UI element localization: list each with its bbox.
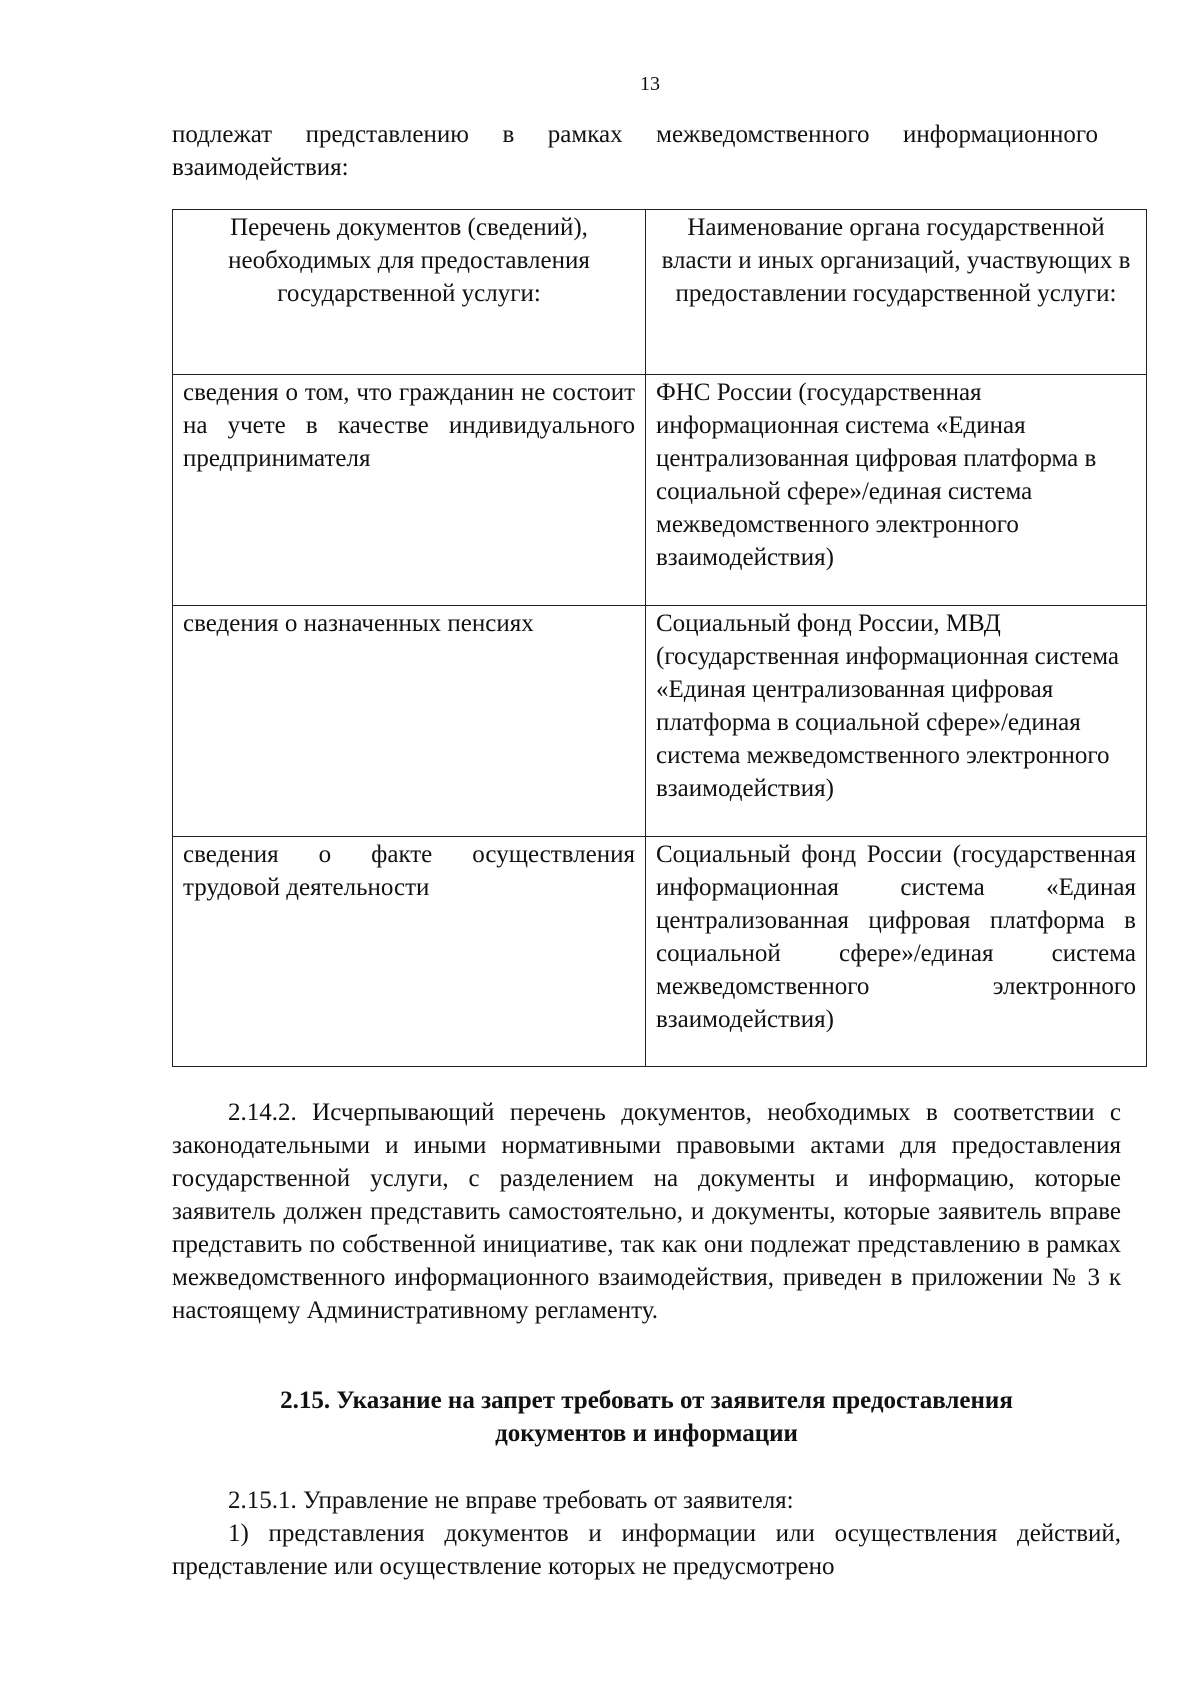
list-item-1-text: 1) представления документов и информации или осуществления действий, представление или осуществление которых не предусмотрено <box>172 1520 1121 1580</box>
table-cell-organization: ФНС России (государственная информационная система «Единая централизованная цифровая платформа в социальной сфере»/единая система межведомственного электронного взаимодействия) <box>646 375 1147 606</box>
table-row <box>173 837 1147 1067</box>
paragraph-2-14-2-text: 2.14.2. Исчерпывающий перечень документов, необходимых в соответствии с законодательными и иными нормативными правовыми актами для предоставления государственной услуги, с разделением на документы и информацию, которые заявитель должен представить самостоятельно, и документы, которые заявитель вправе представить по собственной инициативе, так как они подлежат представлению в рамках межведомственного информационного взаимодействия, приведен в приложении № 3 к настоящему Административному регламенту. <box>172 1099 1121 1324</box>
page-number: 13 <box>640 73 660 95</box>
list-item-1 <box>172 1517 1121 1583</box>
table-row <box>173 606 1147 837</box>
table-row <box>173 375 1147 606</box>
section-heading-line-1: 2.15. Указание на запрет требовать от заявителя предоставления <box>280 1387 1013 1414</box>
table-cell-document: сведения о том, что гражданин не состоит на учете в качестве индивидуального предпринимателя <box>173 375 646 606</box>
table-cell-organization: Социальный фонд России, МВД (государственная информационная система «Единая централизованная цифровая платформа в социальной сфере»/единая система межведомственного электронного взаимодействия) <box>646 606 1147 837</box>
paragraph-2-15-1-text: 2.15.1. Управление не вправе требовать от заявителя: <box>228 1487 794 1514</box>
paragraph-2-15-1 <box>172 1484 1121 1517</box>
table-cell-organization: Социальный фонд России (государственная информационная система «Единая централизованная цифровая платформа в социальной сфере»/единая система межведомственного электронного взаимодействия) <box>646 837 1147 1067</box>
section-heading-2-15 <box>172 1384 1121 1450</box>
table-header-row <box>173 210 1147 375</box>
table-header-documents: Перечень документов (сведений), необходимых для предоставления государственной услуги: <box>173 210 646 375</box>
table-cell-document: сведения о назначенных пенсиях <box>173 606 646 837</box>
paragraph-2-14-2 <box>172 1096 1121 1327</box>
section-heading-line-2: документов и информации <box>495 1420 798 1447</box>
table-cell-document: сведения о факте осуществления трудовой деятельности <box>173 837 646 1067</box>
documents-table <box>172 209 1147 1067</box>
table-header-organization: Наименование органа государственной власти и иных организаций, участвующих в предоставлении государственной услуги: <box>646 210 1147 375</box>
intro-text: подлежат представлению в рамках межведомственного информационного взаимодействия: <box>172 121 1098 181</box>
